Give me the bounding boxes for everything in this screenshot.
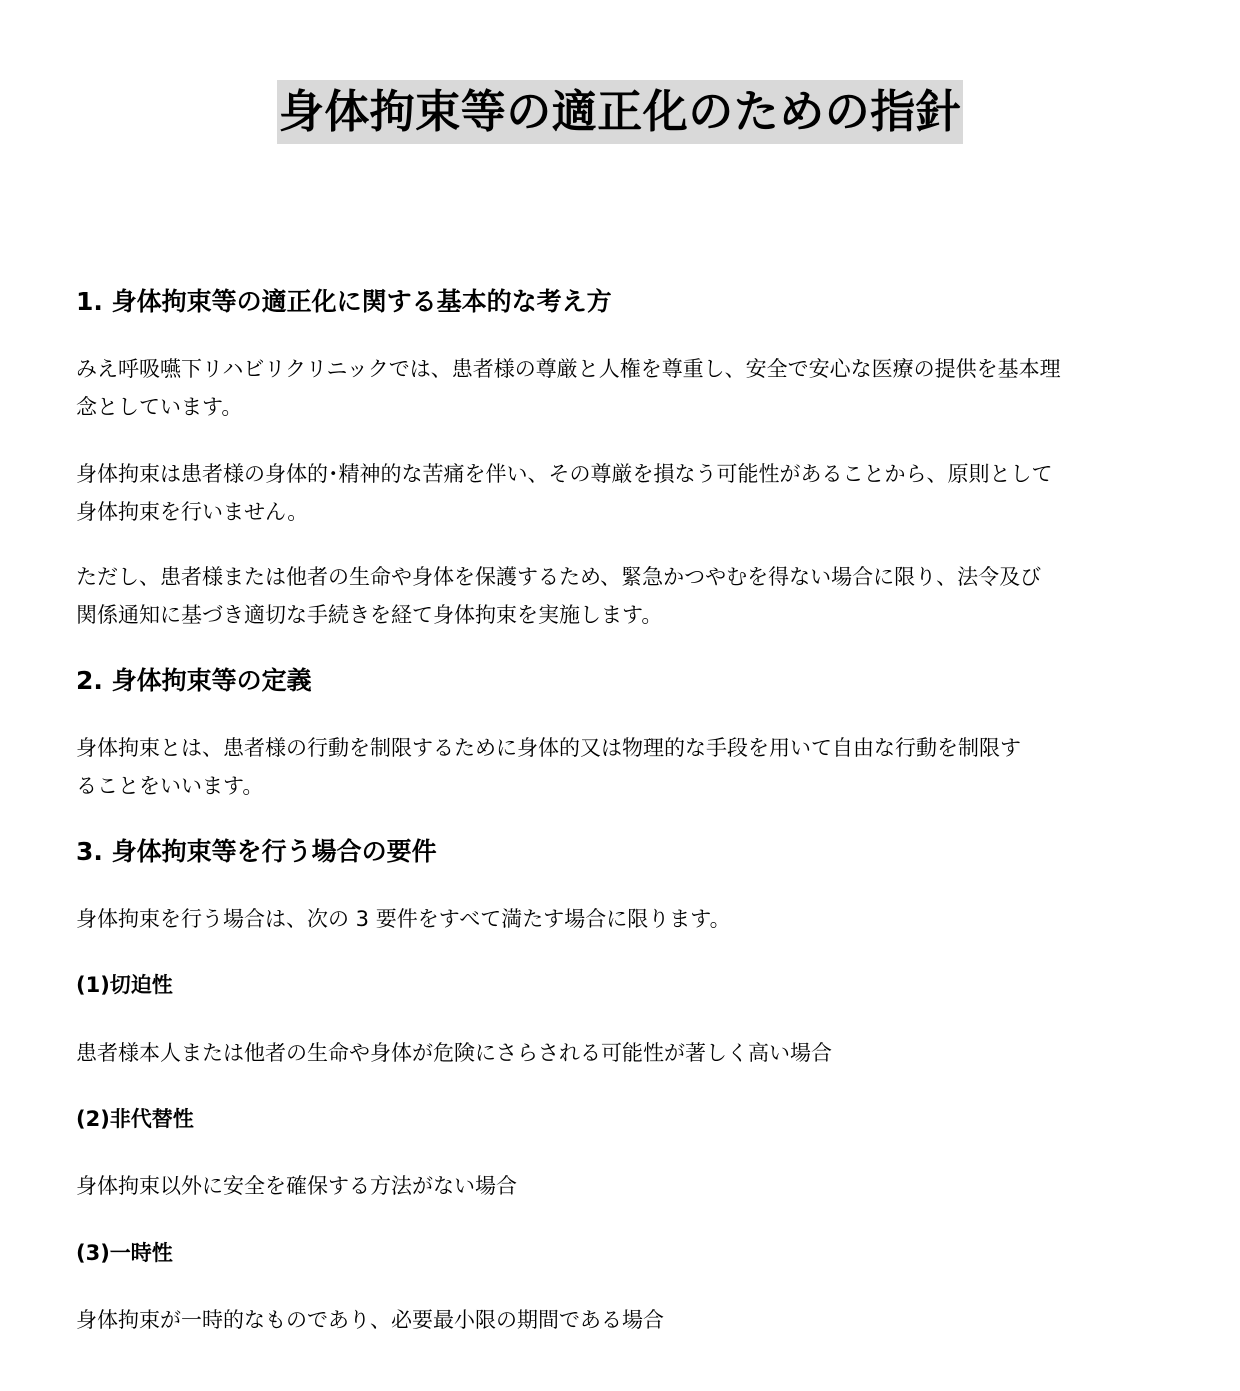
section-1-paragraph-2 [76, 455, 1166, 531]
requirement-1-label: (1)切迫性 [76, 973, 173, 997]
paragraph-line: 身体拘束とは、患者様の行動を制限するために身体的又は物理的な手段を用いて自由な行動を制限す [76, 736, 1021, 760]
requirement-3-text [76, 1301, 1166, 1339]
paragraph-line: 関係通知に基づき適切な手続きを経て身体拘束を実施します。 [76, 603, 663, 627]
paragraph-line: ることをいいます。 [76, 774, 264, 798]
paragraph-line: 身体拘束以外に安全を確保する方法がない場合 [76, 1174, 517, 1198]
paragraph-line: 身体拘束を行いません。 [76, 500, 309, 524]
requirement-1-text [76, 1034, 1166, 1072]
paragraph-line: ただし、患者様または他者の生命や身体を保護するため、緊急かつやむを得ない場合に限り、法令及び [76, 565, 1042, 589]
paragraph-line: 身体拘束を行う場合は、次の 3 要件をすべて満たす場合に限ります。 [76, 907, 731, 931]
requirement-2-text [76, 1167, 1166, 1205]
section-3-heading: 3. 身体拘束等を行う場合の要件 [76, 837, 437, 866]
requirement-2-label: (2)非代替性 [76, 1107, 194, 1131]
section-1-paragraph-1 [76, 350, 1166, 426]
section-1-paragraph-3 [76, 558, 1166, 634]
paragraph-line: 患者様本人または他者の生命や身体が危険にさらされる可能性が著しく高い場合 [76, 1041, 832, 1065]
paragraph-line: みえ呼吸嚥下リハビリクリニックでは、患者様の尊厳と人権を尊重し、安全で安心な医療の提供を基本理 [76, 357, 1061, 381]
requirement-3-label: (3)一時性 [76, 1241, 173, 1265]
title-wrap [0, 80, 1240, 144]
paragraph-line: 身体拘束は患者様の身体的･精神的な苦痛を伴い、その尊厳を損なう可能性があることから、原則として [76, 462, 1053, 486]
section-3-paragraph-1 [76, 900, 1166, 938]
paragraph-line: 身体拘束が一時的なものであり、必要最小限の期間である場合 [76, 1308, 664, 1332]
document-title: 身体拘束等の適正化のための指針 [277, 80, 964, 144]
paragraph-line: 念としています。 [76, 395, 243, 419]
section-2-paragraph-1 [76, 729, 1166, 805]
section-2-heading: 2. 身体拘束等の定義 [76, 666, 312, 695]
section-1-heading: 1. 身体拘束等の適正化に関する基本的な考え方 [76, 287, 612, 316]
